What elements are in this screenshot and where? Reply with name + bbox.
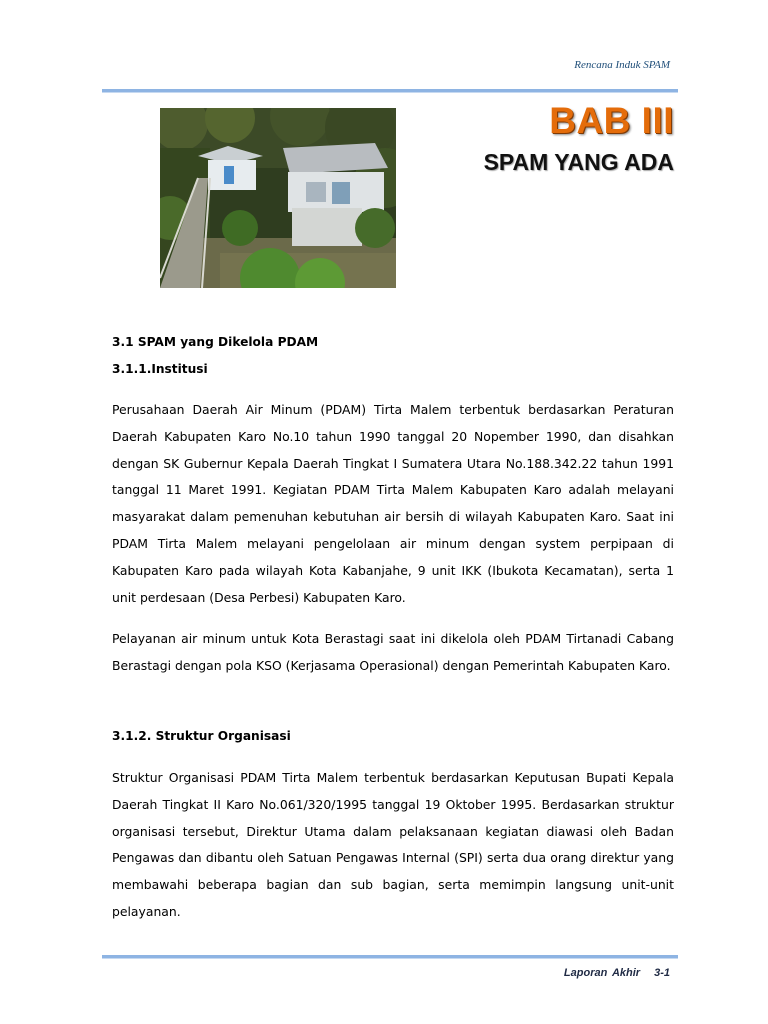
chapter-title: SPAM YANG ADA <box>483 149 674 175</box>
footer-rule <box>102 955 678 959</box>
footer-report-label: Laporan Akhir <box>563 967 641 979</box>
paragraph-institusi-1: Perusahaan Daerah Air Minum (PDAM) Tirta Malem terbentuk berdasarkan Peraturan Daerah Kabupaten Karo No.10 tahun 1990 tanggal 20 Nopember 1990, dan disahkan dengan SK Gubernur Kepala Daerah Tingkat I Sumatera Utara No.188.342.22 tahun 1991 tanggal 11 Maret 1991. Kegiatan PDAM Tirta Malem Kabupaten Karo adalah melayani masyarakat dalam pemenuhan kebutuhan air bersih di wilayah Kabupaten Karo. Saat ini PDAM Tirta Malem melayani pengelolaan air minum dengan system perpipaan di Kabupaten Karo pada wilayah Kota Kabanjahe, 9 unit IKK (Ibukota Kecamatan), serta 1 unit perdesaan (Desa Perbesi) Kabupaten Karo. <box>112 402 674 605</box>
chapter-number: BAB III <box>549 100 674 141</box>
cover-photo <box>160 108 396 288</box>
section-heading-3-1-2: 3.1.2. Struktur Organisasi <box>112 729 291 743</box>
section-heading-3-1-1: 3.1.1.Institusi <box>112 362 208 376</box>
footer-page-number: 3-1 <box>654 967 670 979</box>
paragraph-struktur-organisasi: Struktur Organisasi PDAM Tirta Malem terbentuk berdasarkan Keputusan Bupati Kepala Daerah Tingkat II Karo No.061/320/1995 tanggal 19 Oktober 1995. Berdasarkan struktur organisasi tersebut, Direktur Utama dalam pelaksanaan kegiatan diawasi oleh Badan Pengawas dan dibantu oleh Satuan Pengawas Internal (SPI) serta dua orang direktur yang membawahi beberapa bagian dan sub bagian, serta memimpin langsung unit-unit pelayanan. <box>112 770 674 919</box>
section-heading-3-1: 3.1 SPAM yang Dikelola PDAM <box>112 335 319 349</box>
running-header: Rencana Induk SPAM <box>574 59 670 71</box>
page-footer <box>564 967 670 979</box>
header-rule <box>102 89 678 93</box>
paragraph-institusi-2: Pelayanan air minum untuk Kota Berastagi saat ini dikelola oleh PDAM Tirtanadi Cabang Berastagi dengan pola KSO (Kerjasama Operasional) dengan Pemerintah Kabupaten Karo. <box>112 631 674 673</box>
